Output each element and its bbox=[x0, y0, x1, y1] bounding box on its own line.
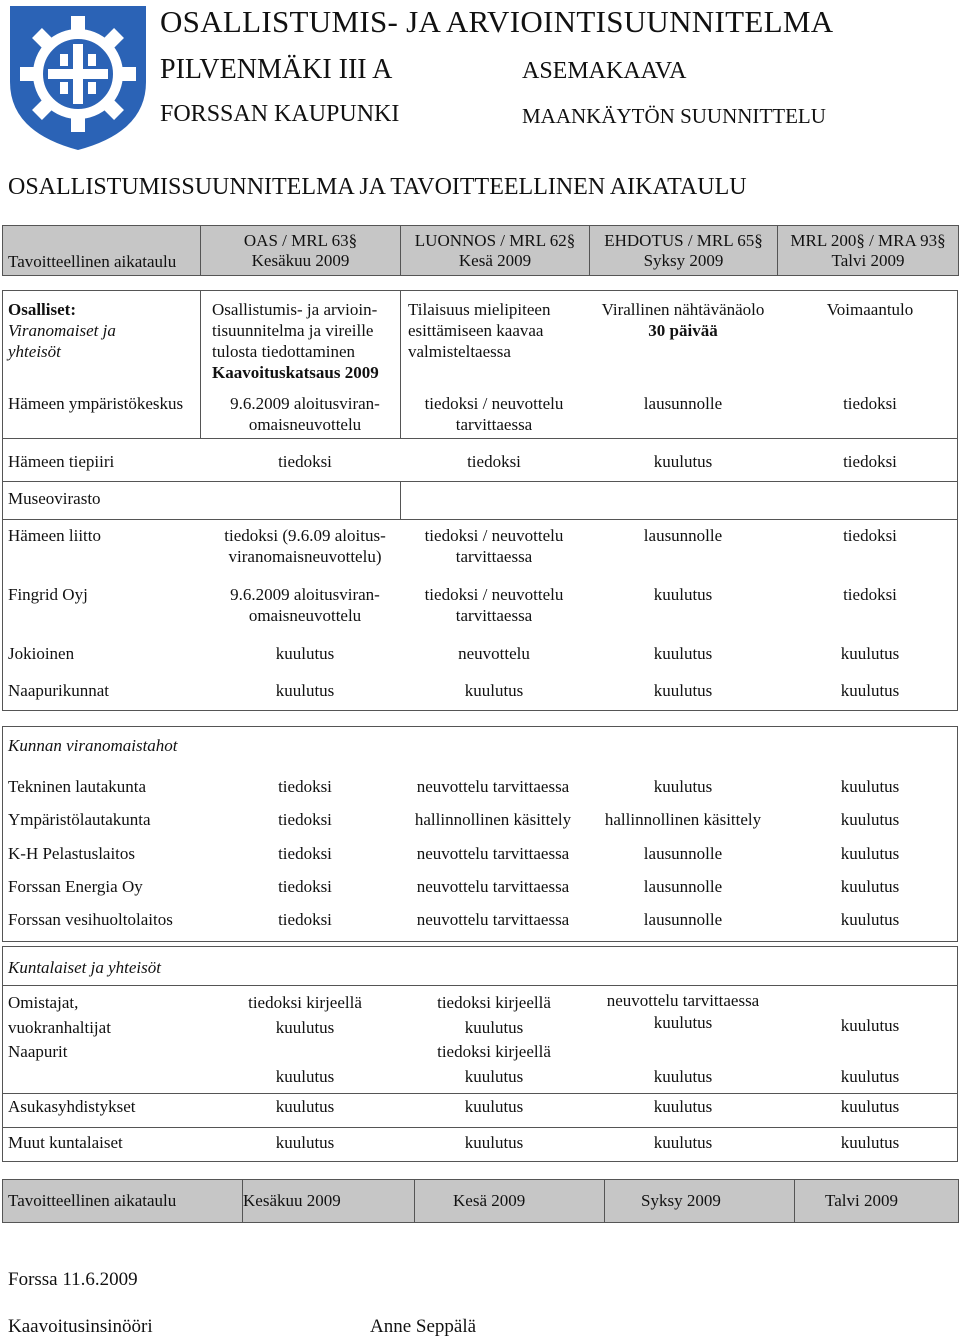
row-cell: tiedoksi bbox=[278, 844, 332, 863]
row-cell: kuulutus bbox=[275, 681, 335, 700]
phase-oas: OAS / MRL 63§ Kesäkuu 2009 bbox=[201, 226, 401, 276]
phase-approval: MRL 200§ / MRA 93§ Talvi 2009 bbox=[778, 226, 959, 276]
phase-desc-oas: Osallistumis- ja arvioin- tisuunnitelma ja vireille tulosta tiedottaminen Kaavoituskatsaus 2009 bbox=[212, 300, 379, 382]
footer-timeline-label: Tavoitteellinen aikataulu bbox=[3, 1180, 243, 1223]
row-cell: kuulutus bbox=[464, 681, 524, 700]
signer-name: Anne Seppälä bbox=[370, 1316, 477, 1337]
participant-name: Hämeen ympäristökeskus bbox=[8, 394, 184, 413]
footer-cell: Kesäkuu 2009 bbox=[243, 1180, 415, 1223]
row-cell: kuulutus bbox=[464, 1067, 524, 1086]
row-cell: lausunnolle bbox=[643, 844, 723, 863]
row-cell: kuulutus bbox=[840, 1133, 900, 1152]
row-cell: kuulutus bbox=[653, 777, 713, 796]
row-cell: tiedoksi / neuvottelu tarvittaessa bbox=[424, 526, 564, 566]
row-cell: kuulutus bbox=[840, 681, 900, 700]
signer-title: Kaavoitusinsinööri bbox=[8, 1316, 153, 1337]
row-cell: lausunnolle bbox=[643, 910, 723, 929]
row-cell: kuulutus bbox=[840, 1097, 900, 1116]
phase-desc-voimaantulo: Voimaantulo bbox=[826, 300, 914, 319]
row-cell: neuvottelu tarvittaessa bbox=[416, 910, 570, 929]
row-cell: kuulutus bbox=[840, 777, 900, 796]
timeline-header-table bbox=[2, 225, 959, 276]
phase-ehdotus: EHDOTUS / MRL 65§ Syksy 2009 bbox=[590, 226, 778, 276]
row-cell: lausunnolle bbox=[643, 526, 723, 545]
footer-cell: Kesä 2009 bbox=[415, 1180, 605, 1223]
phase-desc-luonnos: Tilaisuus mielipiteen esittämiseen kaavaa valmisteltaessa bbox=[408, 300, 551, 361]
row-cell: 9.6.2009 aloitusviran- omaisneuvottelu bbox=[230, 585, 380, 625]
footer-cell: Talvi 2009 bbox=[795, 1180, 959, 1223]
row-cell: kuulutus bbox=[275, 1067, 335, 1086]
phase-desc-ehdotus: Virallinen nähtävänäolo 30 päivää bbox=[601, 300, 765, 340]
row-cell: tiedoksi bbox=[843, 585, 897, 604]
plan-type: ASEMAKAAVA bbox=[522, 58, 687, 84]
row-cell: neuvottelu tarvittaessa bbox=[416, 844, 570, 863]
row-cell: kuulutus bbox=[275, 1097, 335, 1116]
row-cell: kuulutus bbox=[653, 1133, 713, 1152]
participant-name: Hämeen tiepiiri bbox=[8, 452, 115, 471]
timeline-label: Tavoitteellinen aikataulu bbox=[3, 226, 201, 276]
project-name: PILVENMÄKI III A bbox=[160, 54, 393, 85]
row-cell: 9.6.2009 aloitusviran- omaisneuvottelu bbox=[230, 394, 380, 434]
row-cell: kuulutus bbox=[653, 1097, 713, 1116]
row-cell: kuulutus bbox=[275, 1133, 335, 1152]
participant-name: Jokioinen bbox=[8, 644, 75, 663]
municipal-heading: Kunnan viranomaistahot bbox=[8, 736, 178, 755]
row-cell: kuulutus bbox=[840, 644, 900, 663]
row-cell: tiedoksi kirjeellä kuulutus bbox=[248, 993, 362, 1037]
row-cell: kuulutus bbox=[653, 1067, 713, 1086]
place-date: Forssa 11.6.2009 bbox=[8, 1269, 138, 1290]
timeline-footer-table bbox=[2, 1179, 959, 1223]
resident-name: Asukasyhdistykset bbox=[8, 1097, 136, 1116]
row-cell: hallinnollinen käsittely bbox=[604, 810, 762, 829]
municipal-name: K-H Pelastuslaitos bbox=[8, 844, 136, 863]
row-cell: kuulutus bbox=[840, 844, 900, 863]
row-cell: kuulutus bbox=[840, 910, 900, 929]
row-cell: tiedoksi bbox=[467, 452, 521, 471]
resident-name: Muut kuntalaiset bbox=[8, 1133, 123, 1152]
municipal-name: Forssan Energia Oy bbox=[8, 877, 143, 896]
row-cell: tiedoksi bbox=[278, 877, 332, 896]
row-cell: tiedoksi kirjeellä kuulutus bbox=[437, 993, 551, 1037]
row-cell: tiedoksi bbox=[278, 777, 332, 796]
row-cell: tiedoksi bbox=[843, 394, 897, 413]
row-cell: lausunnolle bbox=[643, 877, 723, 896]
row-cell: tiedoksi / neuvottelu tarvittaessa bbox=[424, 394, 564, 434]
row-cell: tiedoksi bbox=[278, 910, 332, 929]
row-cell: kuulutus bbox=[840, 1067, 900, 1086]
row-cell: kuulutus bbox=[464, 1133, 524, 1152]
row-cell: hallinnollinen käsittely bbox=[414, 810, 572, 829]
row-cell: neuvottelu tarvittaessa bbox=[416, 777, 570, 796]
row-cell: tiedoksi bbox=[843, 452, 897, 471]
city-name: FORSSAN KAUPUNKI bbox=[160, 101, 400, 127]
row-cell: tiedoksi / neuvottelu tarvittaessa bbox=[424, 585, 564, 625]
row-cell: lausunnolle bbox=[643, 394, 723, 413]
row-cell: kuulutus bbox=[840, 877, 900, 896]
row-cell: kuulutus bbox=[275, 644, 335, 663]
row-cell: kuulutus bbox=[653, 452, 713, 471]
footer-cell: Syksy 2009 bbox=[605, 1180, 795, 1223]
document-title: OSALLISTUMIS- JA ARVIOINTISUUNNITELMA bbox=[160, 4, 834, 39]
municipal-name: Tekninen lautakunta bbox=[8, 777, 147, 796]
participants-heading: Osalliset: Viranomaiset ja yhteisöt bbox=[8, 300, 116, 361]
row-cell: tiedoksi kirjeellä bbox=[437, 1042, 551, 1061]
row-cell: kuulutus bbox=[653, 681, 713, 700]
row-cell: kuulutus bbox=[840, 810, 900, 829]
row-cell: tiedoksi bbox=[278, 810, 332, 829]
neighbours-name: Naapurit bbox=[8, 1042, 68, 1061]
participant-name: Naapurikunnat bbox=[8, 681, 110, 700]
section-title: OSALLISTUMISSUUNNITELMA JA TAVOITTEELLINEN AIKATAULU bbox=[8, 174, 747, 200]
participant-name: Museovirasto bbox=[8, 489, 101, 508]
municipal-name: Forssan vesihuoltolaitos bbox=[8, 910, 173, 929]
owners-name: Omistajat, vuokranhaltijat bbox=[8, 993, 111, 1037]
row-cell: tiedoksi bbox=[278, 452, 332, 471]
row-cell: neuvottelu tarvittaessa bbox=[416, 877, 570, 896]
row-cell: kuulutus bbox=[653, 585, 713, 604]
row-cell: neuvottelu bbox=[458, 644, 530, 663]
row-cell: kuulutus bbox=[653, 644, 713, 663]
row-cell: tiedoksi bbox=[843, 526, 897, 545]
residents-heading: Kuntalaiset ja yhteisöt bbox=[8, 958, 161, 977]
row-cell: kuulutus bbox=[464, 1097, 524, 1116]
phase-luonnos: LUONNOS / MRL 62§ Kesä 2009 bbox=[401, 226, 590, 276]
municipal-name: Ympäristölautakunta bbox=[8, 810, 151, 829]
participant-name: Hämeen liitto bbox=[8, 526, 102, 545]
row-cell: neuvottelu tarvittaessa kuulutus bbox=[606, 991, 760, 1032]
department-name: MAANKÄYTÖN SUUNNITTELU bbox=[522, 104, 826, 128]
participant-name: Fingrid Oyj bbox=[8, 585, 88, 604]
row-cell: tiedoksi (9.6.09 aloitus- viranomaisneuvottelu) bbox=[224, 526, 386, 566]
forssa-coat-of-arms-icon bbox=[6, 2, 150, 152]
row-cell: kuulutus bbox=[840, 1016, 900, 1035]
